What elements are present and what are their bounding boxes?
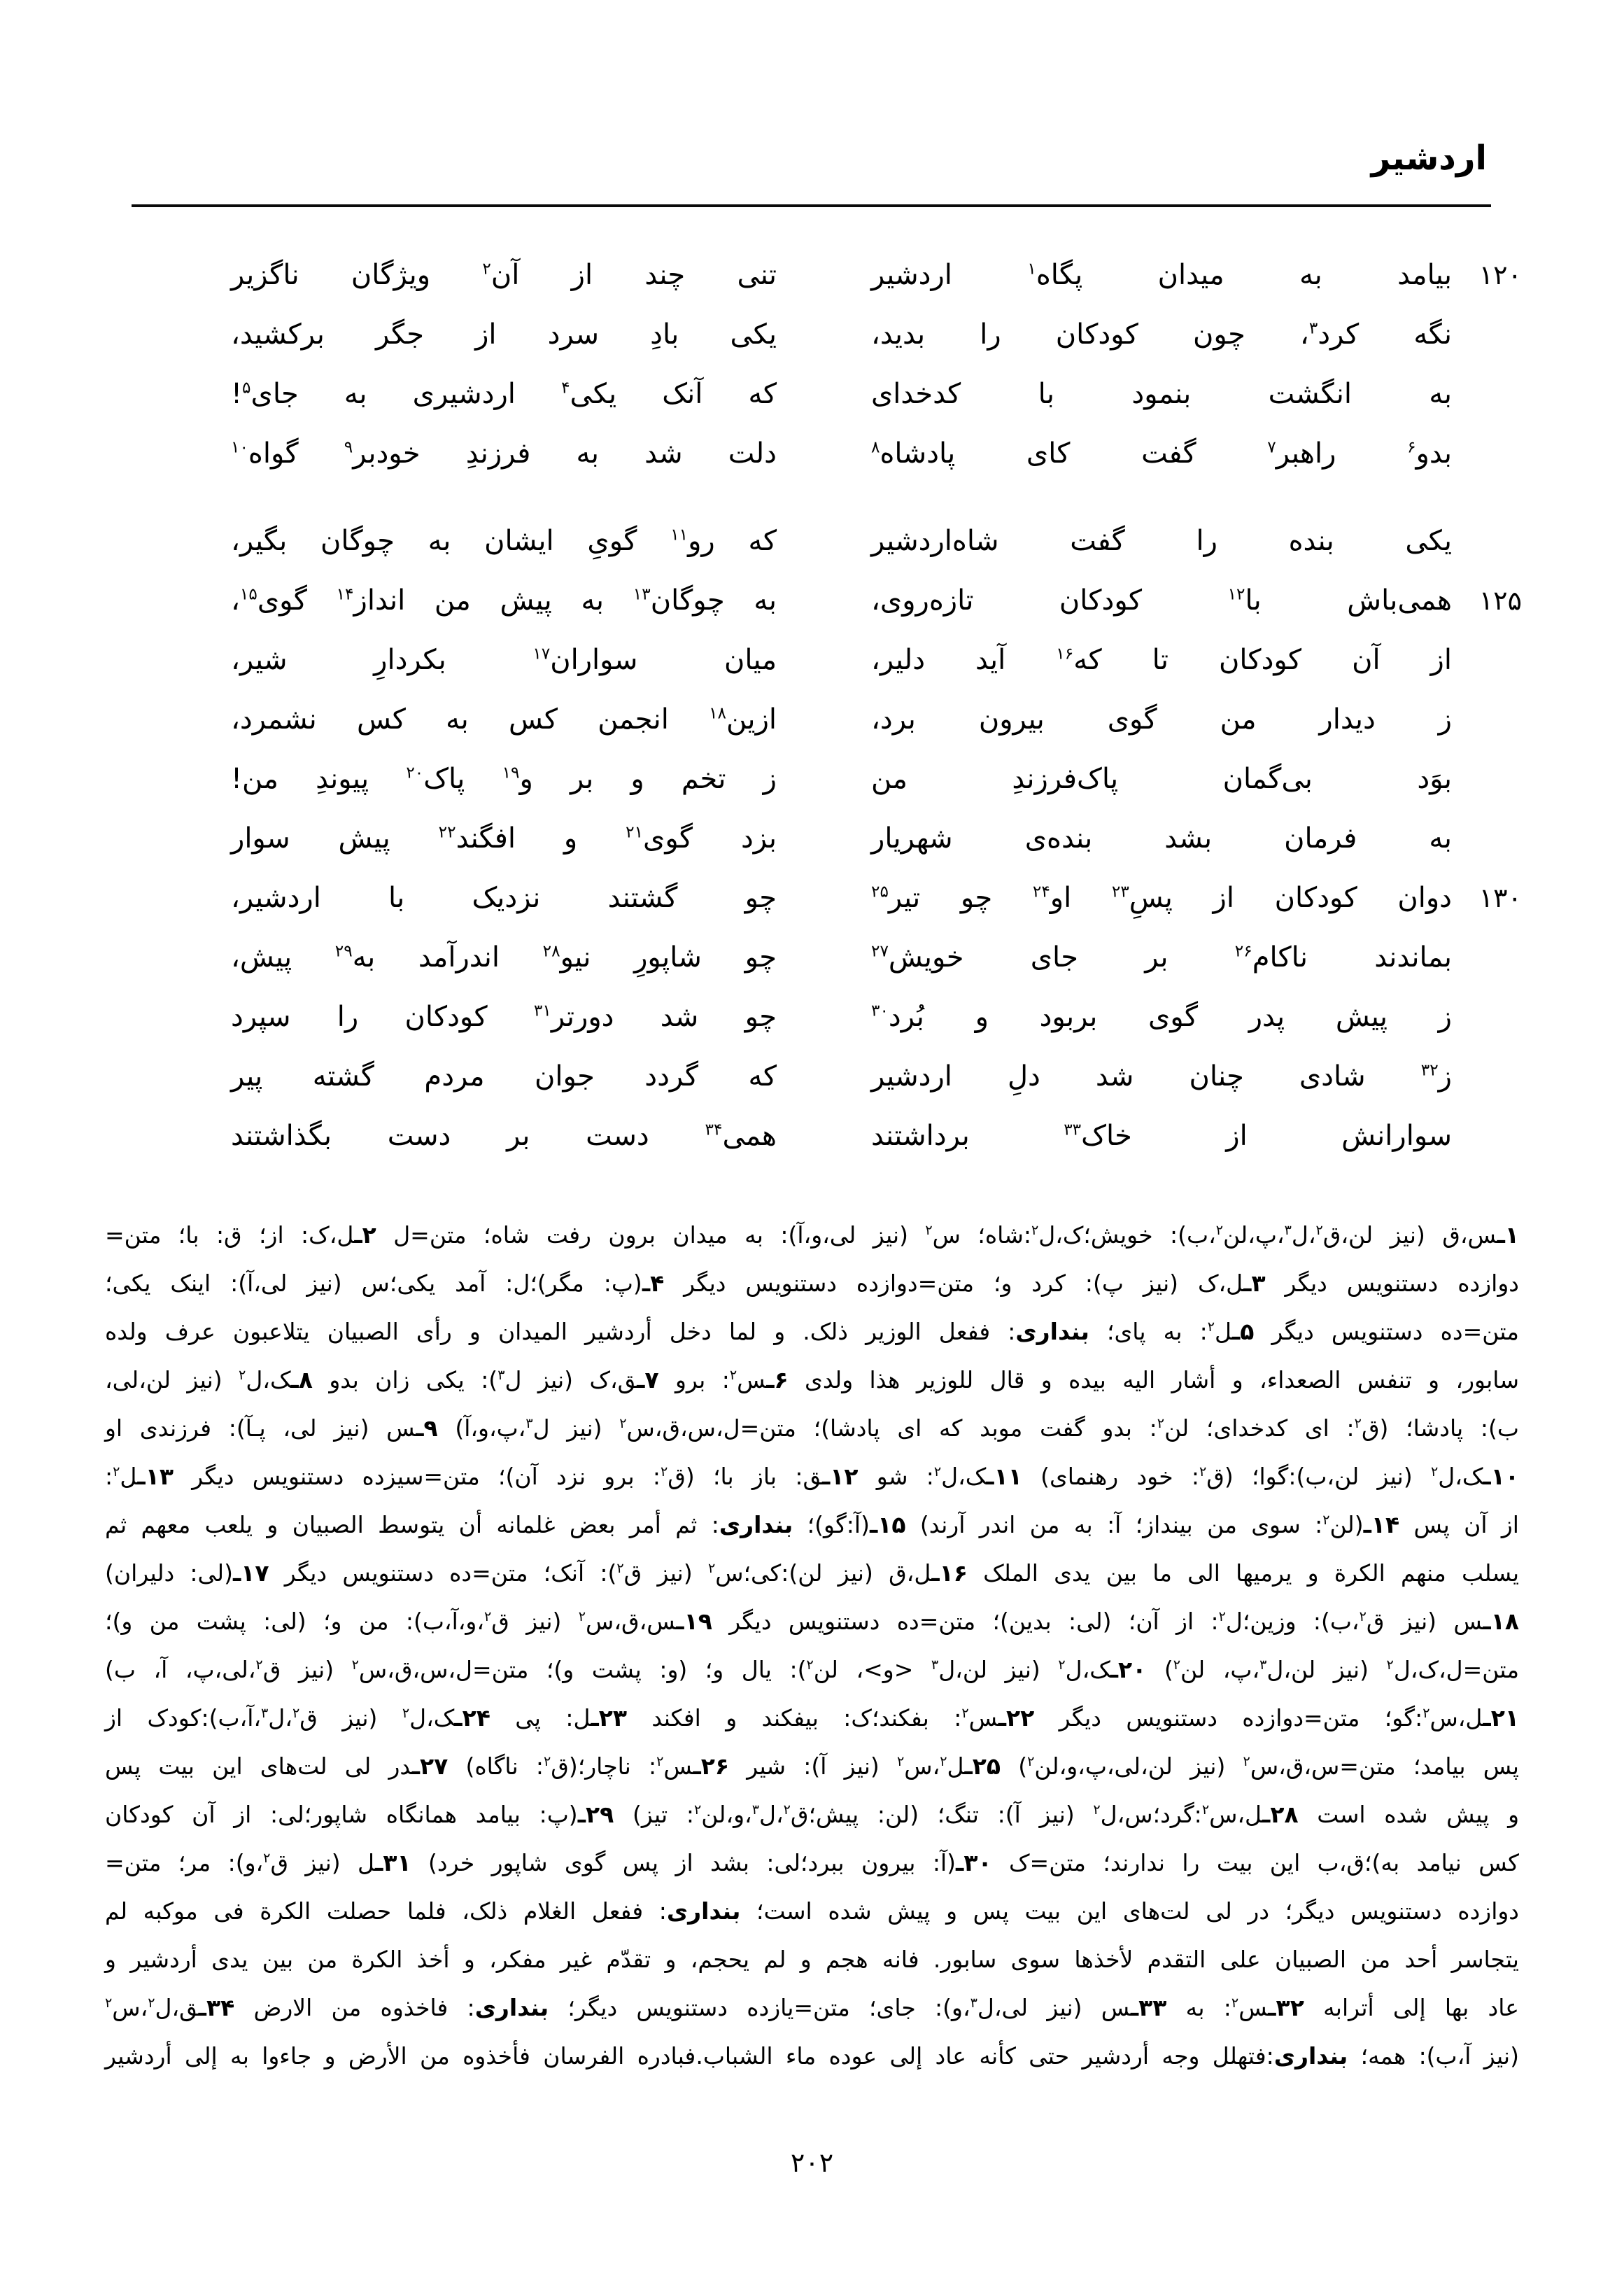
hemistich-left: چو گشتند نزدیک با اردشیر، xyxy=(231,881,777,914)
apparatus-line: ۱۰ـک،ل$^۲$ (نیز لن،ب):گوا؛ (ق$^۲$: خود رهنمای) ۱۱ـک،ل$^۲$: شو ۱۲ـق: باز با؛ (ق$^۲$: برو نزد آن)؛ متن=سیزده دستنویس دیگر ۱۳ـل$^۲$: xyxy=(105,1463,1519,1490)
verse-row xyxy=(231,868,1522,927)
verse-number: ۱۳۰ xyxy=(1478,882,1522,913)
verse-row xyxy=(231,987,1522,1046)
apparatus-section xyxy=(105,1211,1519,2080)
hemistich-right: بماندند ناکام$^{۲۶}$ بر جای خویش$^{۲۷}$ xyxy=(871,941,1453,974)
hemistich-right: نگه کرد$^۳$، چون کودکان را بدید، xyxy=(871,318,1452,351)
hemistich-left: میان سواران$^{۱۷}$ بکردارِ شیر، xyxy=(231,643,777,676)
apparatus-line: ۲۱ـل،س$^۲$:گو؛ متن=دوازده دستنویس دیگر ۲۲ـس$^۲$: بفکند؛ک: بیفکند و افکند ۲۳ـل: پی ۲۴ـک،ل$^۲$ (نیز ق$^۲$،ل$^۳$،آ،ب):کودک از xyxy=(105,1704,1519,1731)
apparatus-line: ۱ـس،ق (نیز لن،ق$^۲$،ل$^۳$،پ،لن$^۲$،ب): خویش؛ک،ل$^۲$:شاه؛ س$^۲$ (نیز لی،و،آ): به میدان برون رفت شاه؛ متن=ل ۲ـل،ک: از؛ ق: با؛ متن= xyxy=(105,1221,1519,1249)
hemistich-left: که رو$^{۱۱}$ گویِ ایشان به چوگان بگیر، xyxy=(231,524,777,557)
apparatus-line: پس بیامد؛ متن=س،ق،س$^۲$ (نیز لن،لی،پ،و،لن$^۲$) ۲۵ـل$^۲$،س$^۲$ (نیز آ): شیر ۲۶ـس$^۲$: ناچار؛(ق$^۲$: ناگاه) ۲۷ـدر لی لت‌های این بیت پس xyxy=(105,1752,1519,1780)
apparatus-line: سابور، و تنفس الصعداء، و أشار الیه بیده و قال للوزیر هذا ولدی ۶ـس$^۲$: برو ۷ـق،ک (نیز ل$^۳$): یکی زان بدو ۸ـک،ل$^۲$ (نیز لن،لی، xyxy=(105,1366,1519,1393)
hemistich-left: ازین$^{۱۸}$ انجمن کس به کس نشمرد، xyxy=(231,703,777,736)
verse-row xyxy=(231,689,1522,749)
header-divider xyxy=(132,204,1491,207)
apparatus-line: ب): پادشا؛ (ق$^۲$: ای کدخدای؛ لن$^۲$: بدو گفت موبد که ای پادشا)؛ متن=ل،س،ق،س$^۲$ (نیز ل$^۳$،پ،و،آ) ۹ـس (نیز لی، پـآ): فرزندی او xyxy=(105,1414,1519,1442)
hemistich-right: سوارانش از خاک$^{۳۳}$ برداشتند xyxy=(871,1119,1452,1152)
hemistich-right: به فرمان بشد بنده‌ی شهریار xyxy=(871,822,1452,855)
verse-row xyxy=(231,749,1522,808)
verse-row xyxy=(231,304,1522,364)
verse-number: ۱۲۰ xyxy=(1478,259,1522,290)
apparatus-line: یسلب منهم الکرة و یرمیها الی ما بین یدی الملک ۱۶ـل،ق (نیز لن):کی؛س$^۲$ (نیز ق$^۲$): آنک؛ متن=ده دستنویس دیگر ۱۷ـ(لی: دلیران) xyxy=(105,1559,1520,1587)
hemistich-left: یکی بادِ سرد از جگر برکشید، xyxy=(231,318,777,351)
verse-row xyxy=(231,630,1522,689)
apparatus-line: و پیش شده است ۲۸ـل،س$^۲$:گرد؛س،ل$^۲$ (نیز آ): تنگ؛ (لن: پیش؛ق$^۲$،ل$^۳$،و،لن$^۲$: تیز) ۲۹ـ(پ: بیامد همانگاه شاپور؛لی: از آن کودکان xyxy=(105,1801,1520,1828)
verse-row xyxy=(231,245,1522,304)
verse-row xyxy=(231,927,1522,987)
hemistich-left: که آنک یکی$^۴$ اردشیری به جای$^۵$! xyxy=(231,377,777,410)
hemistich-left: ز تخم و بر و$^{۱۹}$ پاک$^{۲۰}$ پیوندِ من! xyxy=(231,762,777,795)
hemistich-left: دلت شد به فرزندِ خودبر$^۹$ گواه$^{۱۰}$ xyxy=(231,437,777,470)
hemistich-right: بیامد به میدان پگاه$^۱$ اردشیر xyxy=(871,258,1452,291)
apparatus-line: یتجاسر أحد من الصبیان علی التقدم لأخذها سوی سابور. فانه هجم و لم یحجم، و تقدّم غیر مفکر، و أخذ الکرة من بین یدی أردشیر و xyxy=(105,1946,1519,1973)
hemistich-left: به چوگان$^{۱۳}$ به پیش من انداز$^{۱۴}$ گوی$^{۱۵}$، xyxy=(231,584,777,617)
verse-row xyxy=(231,570,1522,630)
hemistich-right: ز دیدار من گوی بیرون برد، xyxy=(871,703,1452,736)
apparatus-line: کس نیامد به)؛ق،ب این بیت را ندارند؛ متن=ک ۳۰ـ(آ: بیرون ببرد؛لی: بشد از پس گوی شاپور خرد) ۳۱ـل (نیز ق$^۲$،و): مر؛ متن= xyxy=(105,1849,1519,1876)
verse-row xyxy=(231,808,1522,868)
hemistich-left: همی$^{۳۴}$ دست بر دست بگذاشتند xyxy=(231,1119,777,1152)
hemistich-right: همی‌باش با$^{۱۲}$ کودکان تازه‌روی، xyxy=(871,584,1453,617)
hemistich-right: بدو$^۶$ راهبر$^۷$ گفت کای پادشاه$^۸$ xyxy=(871,437,1452,470)
apparatus-line: از آن پس ۱۴ـ(لن$^۲$: سوی من بینداز؛ آ: به من اندر آرند) ۱۵ـ(آ:گو)؛ بنداری: ثم أمر بعض غلمانه أن یتوسط الصبیان و یلعب معهم ثم xyxy=(105,1511,1519,1538)
apparatus-line: دوازده دستنویس دیگر؛ در لی لت‌های این بیت پس و پیش شده است؛ بنداری: ففعل الغلام ذلک، فلما حصلت الکرة فی موکبه لم xyxy=(105,1897,1519,1925)
apparatus-line: دوازده دستنویس دیگر ۳ـل،ک (نیز پ): کرد و؛ متن=دوازده دستنویس دیگر ۴ـ(پ: مگر)؛ل: آمد یکی؛س (نیز لی،آ): اینک یکی؛ xyxy=(105,1270,1519,1297)
verse-row xyxy=(231,1106,1522,1165)
verse-row xyxy=(231,511,1522,570)
poem-section xyxy=(231,245,1522,1165)
verse-number: ۱۲۵ xyxy=(1478,584,1522,616)
page-title: اردشیر xyxy=(1371,139,1487,178)
hemistich-right: بوَد بی‌گمان پاک‌فرزندِ من xyxy=(871,762,1452,795)
verse-row xyxy=(231,364,1522,423)
hemistich-right: از آن کودکان تا که$^{۱۶}$ آید دلیر، xyxy=(871,643,1452,676)
hemistich-right: یکی بنده را گفت شاه‌اردشیر xyxy=(871,524,1452,557)
apparatus-line: متن=ده دستنویس دیگر ۵ـل$^۲$: به پای؛ بنداری: ففعل الوزیر ذلک. و لما دخل أردشیر المیدان و رأی الصبیان یتلاعبون عرف ولده xyxy=(105,1318,1519,1345)
hemistich-left: تنی چند از آن$^۲$ ویژگان ناگزیر xyxy=(231,258,777,291)
apparatus-line: متن=ل،ک،ل$^۲$ (نیز لن،ل$^۳$،پ، لن$^۲$) ۲۰ـک،ل$^۲$ (نیز لن،ل$^۳$ <و>، لن$^۲$): یال و؛ (و: پشت و)؛ متن=ل،س،ق،س$^۲$ (نیز ق$^۲$،لی،پ، آ، ب) xyxy=(105,1656,1520,1683)
verse-row xyxy=(231,1046,1522,1106)
hemistich-left: که گردد جوان مردم گشته پیر xyxy=(231,1060,777,1093)
apparatus-line: عاد بها إلی أترابه ۳۲ـس$^۲$: به ۳۳ـس (نیز لی،ل$^۳$،و): جای؛ متن=یازده دستنویس دیگر؛ بنداری: فاخذوه من الارض ۳۴ـق،ل$^۲$،س$^۲$ xyxy=(105,1994,1519,2021)
apparatus-line: ۱۸ـس (نیز ق$^۲$،ب): وزین؛ل$^۲$: از آن؛ (لی: بدین)؛ متن=ده دستنویس دیگر ۱۹ـس،ق،س$^۲$ (نیز ق$^۲$،و،آ،ب): من و؛ (لی: پشت من و)؛ xyxy=(105,1608,1519,1635)
apparatus-line: (نیز آ،ب): همه؛ بنداری:فتهلل وجه أردشیر حتی کأنه عاد إلی عوده ماء الشباب.فبادره الفرسان فأخذوه من الأرض و جاءوا به إلی أردشیر xyxy=(105,2042,1519,2070)
hemistich-left: چو شاپورِ نیو$^{۲۸}$ اندرآمد به$^{۲۹}$ پیش، xyxy=(231,941,777,974)
hemistich-right: ز پیش پدر گوی بربود و بُرد$^{۳۰}$ xyxy=(871,1000,1452,1033)
hemistich-right: به انگشت بنمود با کدخدای xyxy=(871,377,1452,410)
hemistich-left: چو شد دورتر$^{۳۱}$ کودکان را سپرد xyxy=(231,1000,777,1033)
page-number: ۲۰۲ xyxy=(790,2147,834,2178)
hemistich-right: دوان کودکان از پسِ$^{۲۳}$ او$^{۲۴}$ چو تیر$^{۲۵}$ xyxy=(871,881,1452,914)
hemistich-right: ز$^{۳۲}$ شادی چنان شد دلِ اردشیر xyxy=(871,1060,1452,1093)
hemistich-left: بزد گوی$^{۲۱}$ و افگند$^{۲۲}$ پیش سوار xyxy=(231,822,777,855)
verse-row xyxy=(231,423,1522,483)
